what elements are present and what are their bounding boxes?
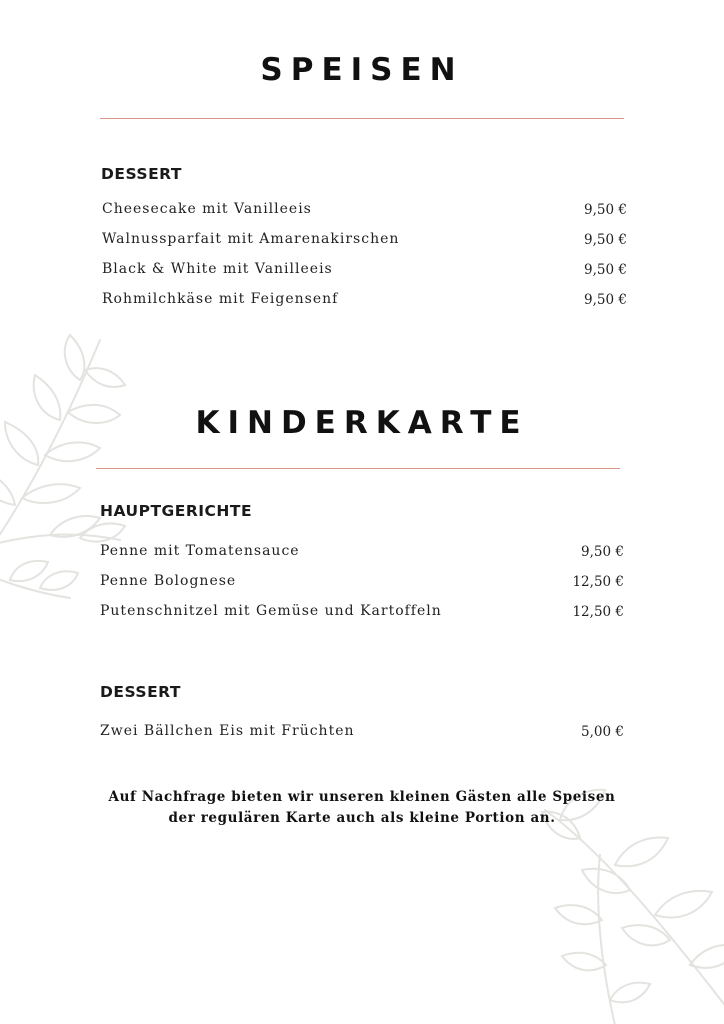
kinderkarte-title: KINDERKARTE [195,405,529,441]
menu-item-price: 9,50 € [584,232,627,248]
speisen-divider [100,118,624,119]
portion-note-line-1: Auf Nachfrage bieten wir unseren kleinen Gästen alle Speisen [108,789,616,805]
speisen-title: SPEISEN [260,52,464,88]
menu-item-price: 9,50 € [584,262,627,278]
menu-item-name: Zwei Bällchen Eis mit Früchten [100,723,355,739]
leaf-branch-left-icon [0,330,130,600]
menu-item-name: Walnussparfait mit Amarenakirschen [102,231,400,247]
menu-item-name: Penne mit Tomatensauce [100,543,300,559]
menu-item-price: 12,50 € [572,574,624,590]
speisen-dessert-heading: DESSERT [101,165,182,183]
menu-item-price: 9,50 € [581,544,624,560]
portion-note-line-2: der regulären Karte auch als kleine Portion an. [168,810,556,826]
menu-item-name: Cheesecake mit Vanilleeis [102,201,312,217]
kinderkarte-divider [96,468,620,469]
menu-item-price: 9,50 € [584,292,627,308]
menu-item-price: 9,50 € [584,202,627,218]
menu-item-price: 5,00 € [581,724,624,740]
menu-item-price: 12,50 € [572,604,624,620]
menu-item-name: Penne Bolognese [100,573,237,589]
kinderkarte-dessert-heading: DESSERT [100,683,181,701]
hauptgerichte-heading: HAUPTGERICHTE [100,502,253,520]
menu-item-name: Black & White mit Vanilleeis [102,261,333,277]
menu-item-name: Putenschnitzel mit Gemüse und Kartoffeln [100,603,442,619]
menu-item-name: Rohmilchkäse mit Feigensenf [102,291,339,307]
